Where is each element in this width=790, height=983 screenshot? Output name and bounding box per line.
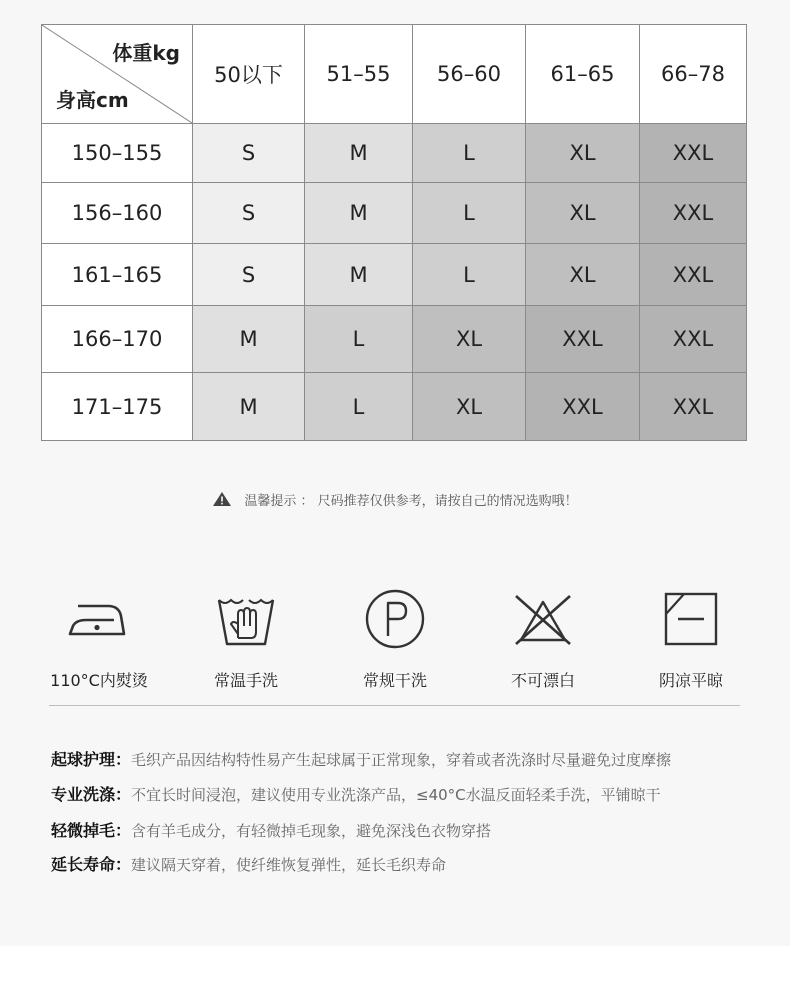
table-row bbox=[42, 373, 747, 441]
size-cell: M bbox=[193, 373, 305, 441]
size-cell: L bbox=[305, 373, 413, 441]
size-cell: XXL bbox=[640, 124, 747, 183]
care-note bbox=[51, 782, 661, 805]
height-cell: 150–155 bbox=[42, 124, 193, 183]
size-cell: S bbox=[193, 183, 305, 244]
size-cell: M bbox=[305, 244, 413, 306]
height-cell: 161–165 bbox=[42, 244, 193, 306]
care-item-no-bleach bbox=[478, 588, 608, 690]
size-cell: XXL bbox=[526, 373, 640, 441]
size-cell: S bbox=[193, 124, 305, 183]
size-cell: XXL bbox=[640, 244, 747, 306]
table-row bbox=[42, 124, 747, 183]
size-cell: XL bbox=[526, 124, 640, 183]
table-row bbox=[42, 244, 747, 306]
dry-clean-icon bbox=[360, 588, 430, 650]
size-cell: XXL bbox=[640, 306, 747, 373]
weight-col-header: 61–65 bbox=[526, 25, 640, 124]
shade-dry-icon bbox=[656, 588, 726, 650]
size-cell: M bbox=[193, 306, 305, 373]
warning-triangle-icon bbox=[212, 491, 232, 511]
size-cell: L bbox=[305, 306, 413, 373]
care-note bbox=[51, 852, 446, 875]
size-chart-table bbox=[41, 24, 747, 441]
care-item-shade-dry bbox=[626, 588, 756, 690]
care-item-hand-wash bbox=[181, 588, 311, 690]
note-text: 含有羊毛成分，有轻微掉毛现象，避免深浅色衣物穿搭 bbox=[131, 822, 492, 840]
weight-col-header: 50以下 bbox=[193, 25, 305, 124]
table-row bbox=[42, 306, 747, 373]
size-cell: L bbox=[413, 183, 526, 244]
weight-col-header: 66–78 bbox=[640, 25, 747, 124]
size-cell: XL bbox=[526, 244, 640, 306]
care-label: 阴凉平晾 bbox=[658, 671, 723, 690]
note-title: 轻微掉毛： bbox=[51, 821, 132, 840]
care-note bbox=[51, 818, 491, 841]
care-label: 常规干洗 bbox=[362, 671, 427, 690]
size-cell: L bbox=[413, 244, 526, 306]
size-cell: S bbox=[193, 244, 305, 306]
note-text: 建议隔天穿着，使纤维恢复弹性，延长毛织寿命 bbox=[131, 856, 447, 874]
weight-header: 体重kg bbox=[112, 41, 180, 65]
corner-header bbox=[42, 25, 193, 124]
no-bleach-icon bbox=[508, 588, 578, 650]
size-cell: XL bbox=[526, 183, 640, 244]
care-note bbox=[51, 747, 671, 770]
care-label: 常温手洗 bbox=[213, 671, 278, 690]
note-title: 起球护理： bbox=[51, 750, 132, 769]
size-cell: XXL bbox=[526, 306, 640, 373]
size-cell: XL bbox=[413, 373, 526, 441]
tip-text: 温馨提示 ： 尺码推荐仅供参考，请按自己的情况选购哦！ bbox=[244, 494, 578, 509]
divider bbox=[49, 705, 740, 706]
iron-icon bbox=[64, 588, 134, 650]
weight-col-header: 56–60 bbox=[413, 25, 526, 124]
size-cell: XXL bbox=[640, 373, 747, 441]
height-header: 身高cm bbox=[56, 88, 129, 112]
height-cell: 171–175 bbox=[42, 373, 193, 441]
size-cell: XXL bbox=[640, 183, 747, 244]
size-cell: L bbox=[413, 124, 526, 183]
note-title: 专业洗涤： bbox=[51, 785, 132, 804]
care-label: 110°C内熨烫 bbox=[50, 671, 148, 690]
table-row bbox=[42, 183, 747, 244]
size-cell: M bbox=[305, 124, 413, 183]
care-item-dry-clean bbox=[330, 588, 460, 690]
height-cell: 166–170 bbox=[42, 306, 193, 373]
size-tip bbox=[0, 490, 790, 511]
weight-col-header: 51–55 bbox=[305, 25, 413, 124]
hand-wash-icon bbox=[211, 588, 281, 650]
height-cell: 156–160 bbox=[42, 183, 193, 244]
note-title: 延长寿命： bbox=[51, 855, 132, 874]
size-cell: XL bbox=[413, 306, 526, 373]
note-text: 毛织产品因结构特性易产生起球属于正常现象，穿着或者洗涤时尽量避免过度摩擦 bbox=[131, 751, 672, 769]
care-label: 不可漂白 bbox=[510, 671, 575, 690]
care-item-iron bbox=[34, 588, 164, 690]
size-cell: M bbox=[305, 183, 413, 244]
table-header-row bbox=[42, 25, 747, 124]
note-text: 不宜长时间浸泡，建议使用专业洗涤产品，≤40°C水温反面轻柔手洗，平铺晾干 bbox=[131, 786, 661, 804]
